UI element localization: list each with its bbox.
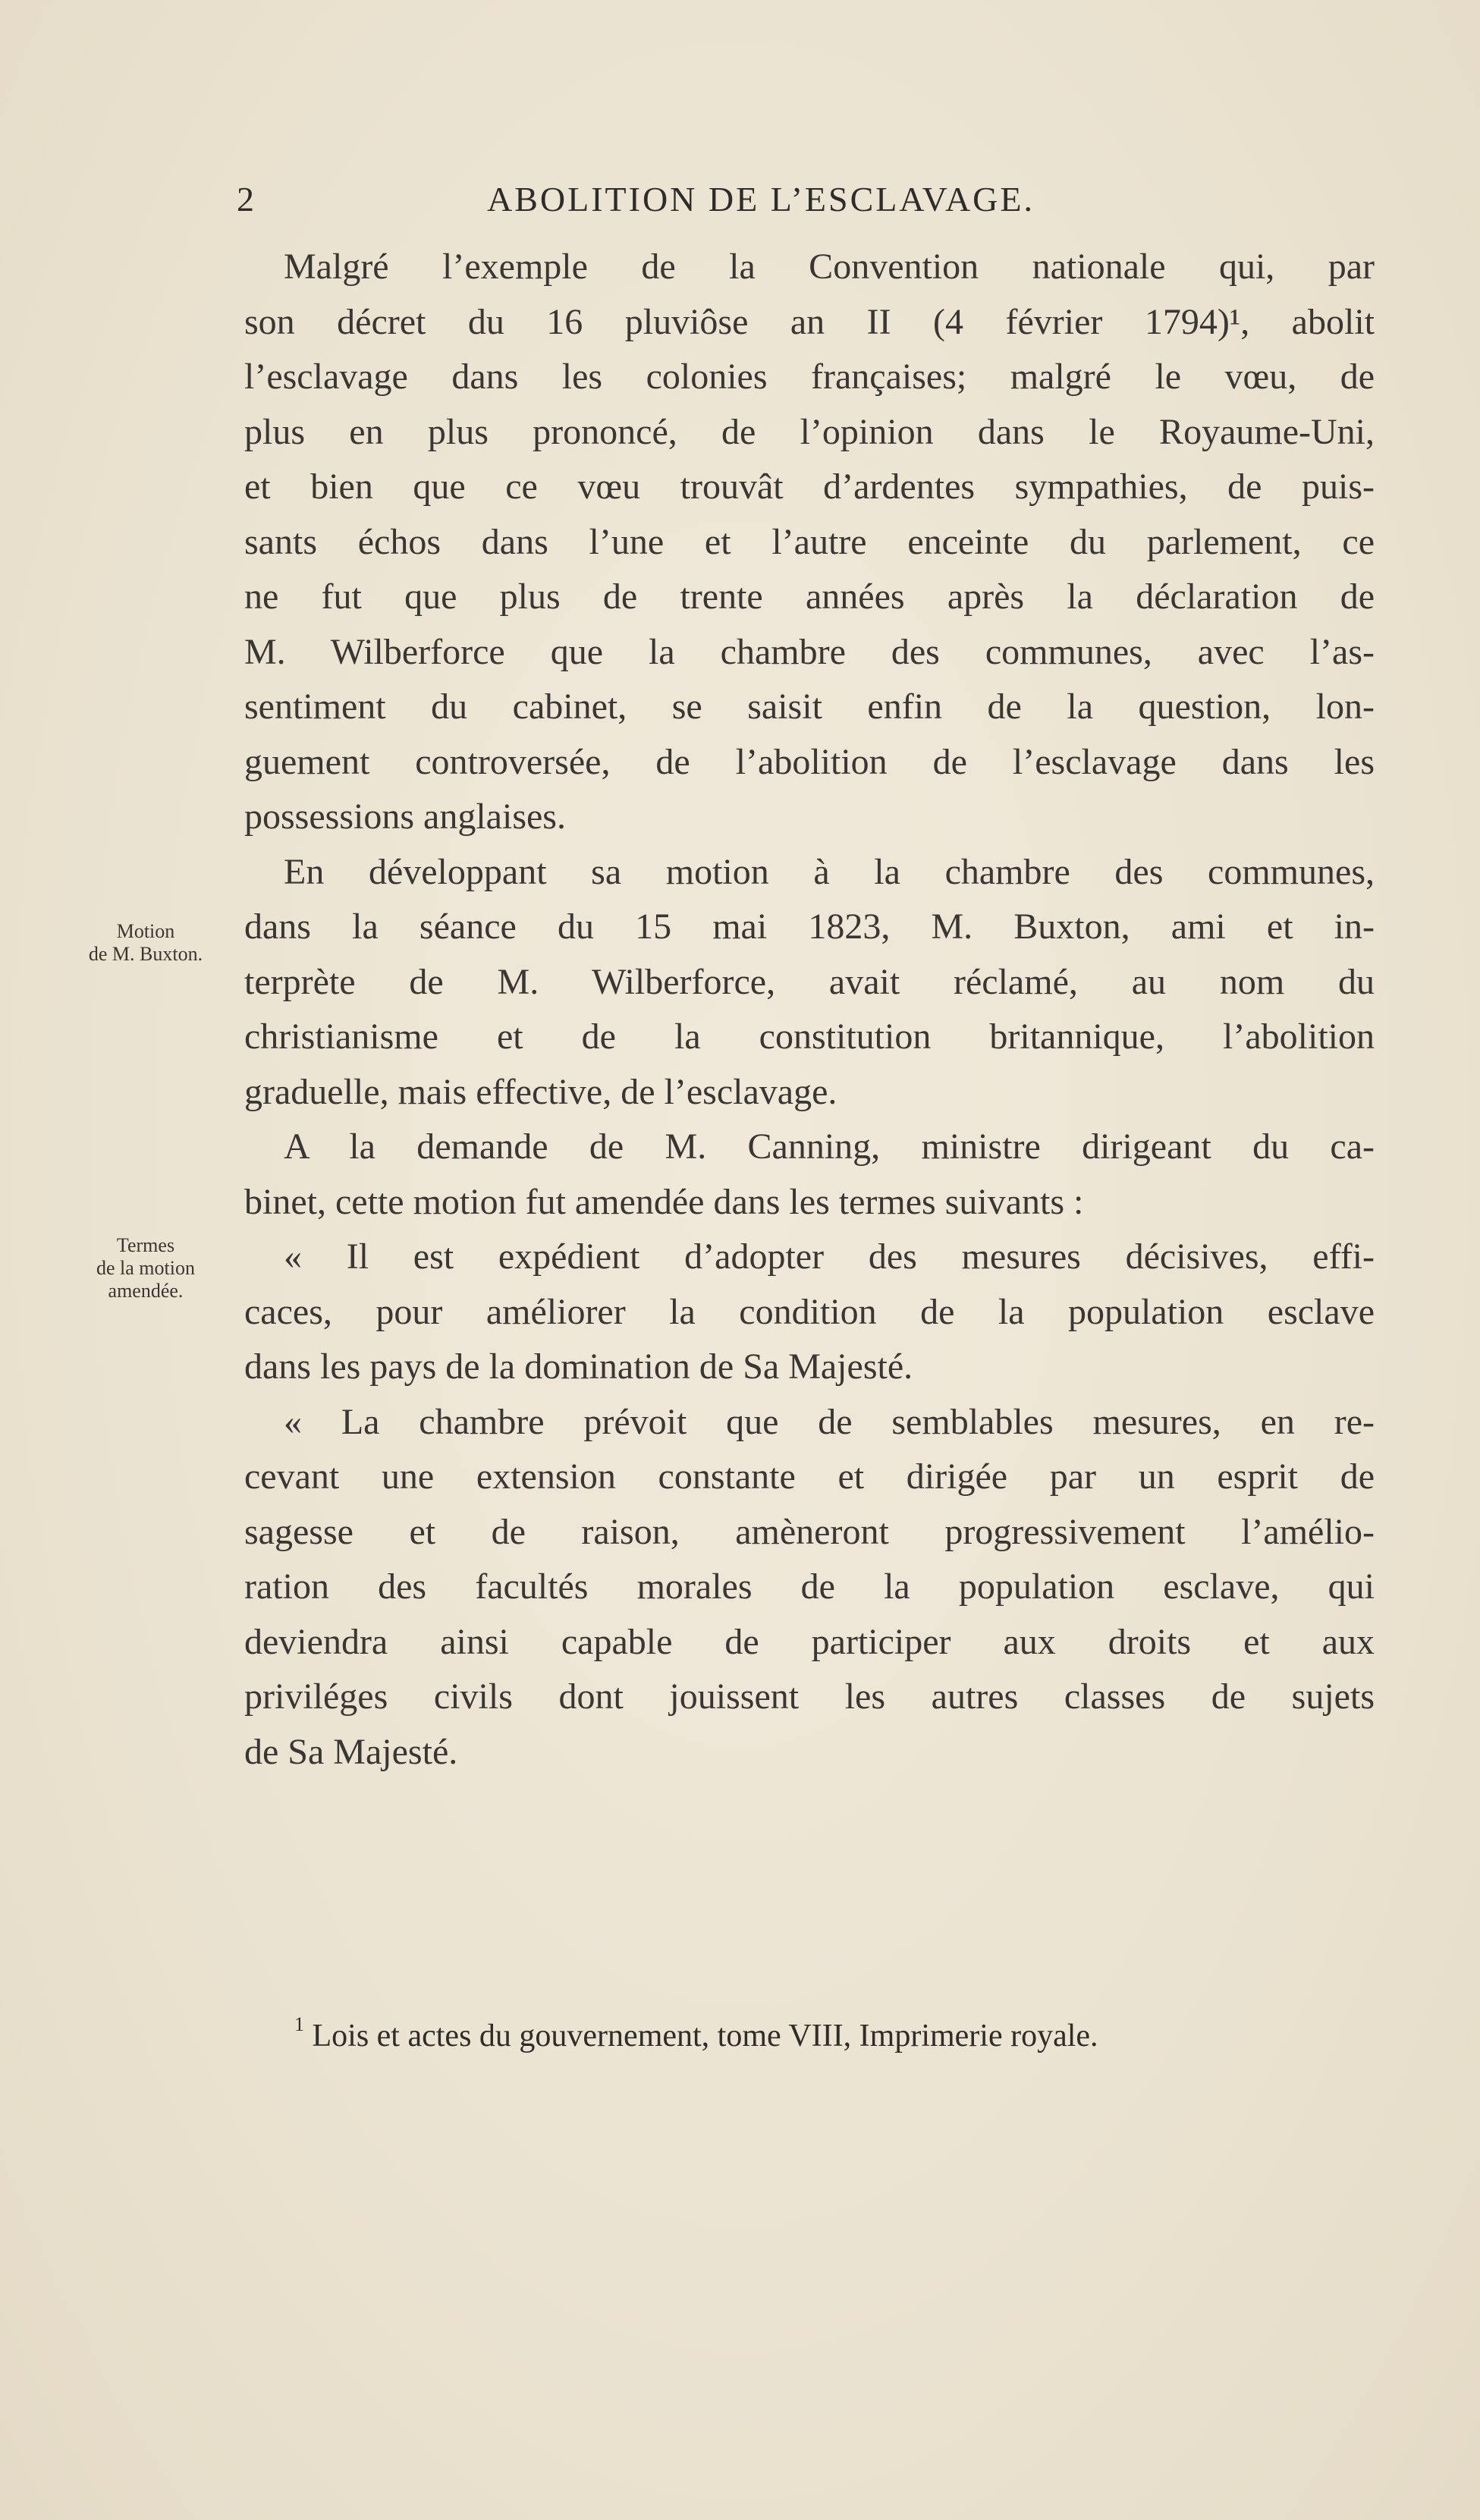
text-line: dans la séance du 15 mai 1823, M. Buxton, ami et in- [244,907,1375,947]
text-line: cevant une extension constante et dirigée par un esprit de [244,1456,1375,1497]
paragraph-3 [244,1120,1375,1230]
sidenote-line: Motion [116,920,175,942]
text-line: « Il est expédient d’adopter des mesures décisives, effi- [284,1236,1375,1277]
text-line: priviléges civils dont jouissent les autres classes de sujets [244,1676,1375,1717]
footnote [294,2013,1372,2054]
text-line: A la demande de M. Canning, ministre dirigeant du ca- [284,1126,1375,1167]
paragraph-1 [244,240,1375,845]
text-line: sentiment du cabinet, se saisit enfin de la question, lon- [244,687,1375,727]
running-head [237,179,1145,225]
paragraph-5 [244,1395,1375,1780]
text-line: sagesse et de raison, amèneront progressivement l’amélio- [244,1511,1375,1552]
text-line: possessions anglaises. [244,797,566,837]
text-line: l’esclavage dans les colonies françaises; malgré le vœu, de [244,357,1375,397]
text-line: « La chambre prévoit que de semblables mesures, en re- [284,1401,1375,1442]
sidenote-motion [70,920,222,966]
text-line: ne fut que plus de trente années après la déclaration de [244,577,1375,617]
text-line: plus en plus prononcé, de l’opinion dans le Royaume-Uni, [244,411,1375,452]
page-title: ABOLITION DE L’ESCLAVAGE. [487,180,1035,218]
text-line: christianisme et de la constitution britannique, l’abolition [244,1016,1375,1057]
body-text [244,240,1375,1780]
footnote-marker: 1 [294,2013,304,2035]
sidenote-line: amendée. [108,1280,184,1302]
text-line: En développant sa motion à la chambre des communes, [284,851,1375,892]
text-line: son décret du 16 pluviôse an II (4 février 1794)¹, abolit [244,301,1375,342]
text-line: Malgré l’exemple de la Convention nationale qui, par [284,247,1375,287]
text-line: deviendra ainsi capable de participer aux droits et aux [244,1621,1375,1662]
text-line: de Sa Majesté. [244,1731,458,1772]
paragraph-4 [244,1230,1375,1395]
text-line: terprète de M. Wilberforce, avait réclamé, au nom du [244,961,1375,1002]
text-line: caces, pour améliorer la condition de la population esclave [244,1291,1375,1332]
text-line: dans les pays de la domination de Sa Majesté. [244,1346,913,1387]
sidenote-line: de M. Buxton. [88,943,203,965]
page-number: 2 [237,180,256,218]
text-line: guement controversée, de l’abolition de l’esclavage dans les [244,741,1375,782]
sidenote-line: de la motion [96,1257,195,1279]
text-line: et bien que ce vœu trouvât d’ardentes sympathies, de puis- [244,467,1375,507]
footnote-text: Lois et actes du gouvernement, tome VIII, Imprimerie royale. [312,2019,1098,2053]
text-line: M. Wilberforce que la chambre des communes, avec l’as- [244,631,1375,672]
sidenote-line: Termes [116,1234,175,1256]
sidenote-termes [70,1234,222,1302]
text-line: graduelle, mais effective, de l’esclavage. [244,1071,837,1112]
text-line: binet, cette motion fut amendée dans les termes suivants : [244,1181,1084,1222]
paragraph-2 [244,845,1375,1120]
text-line: ration des facultés morales de la population esclave, qui [244,1566,1375,1607]
text-line: sants échos dans l’une et l’autre enceinte du parlement, ce [244,521,1375,562]
